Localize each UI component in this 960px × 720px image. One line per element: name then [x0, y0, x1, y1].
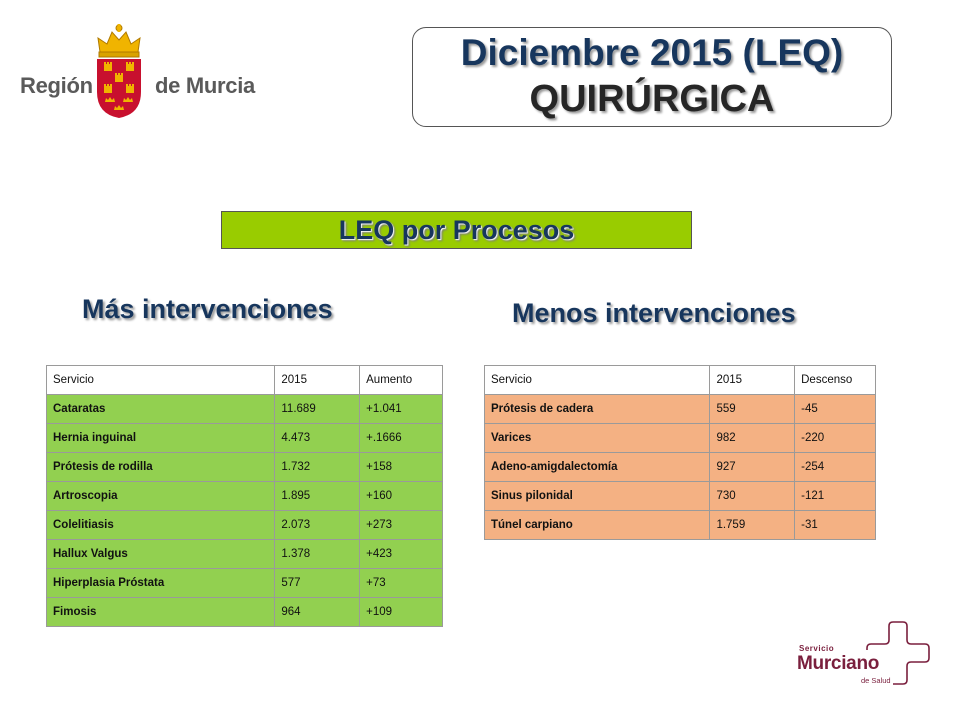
cell-service: Hallux Valgus [47, 540, 275, 569]
column-header: Descenso [795, 366, 876, 395]
table-row [47, 598, 443, 627]
cell-service: Fimosis [47, 598, 275, 627]
cell-change: +158 [360, 453, 443, 482]
cell-service: Hiperplasia Próstata [47, 569, 275, 598]
cell-change: -45 [795, 395, 876, 424]
more-interventions-heading: Más intervenciones [82, 294, 333, 324]
cell-service: Cataratas [47, 395, 275, 424]
cell-service: Prótesis de cadera [485, 395, 710, 424]
servicio-murciano-de-salud-logo [795, 620, 935, 700]
section-banner-label: LEQ por Procesos [338, 215, 575, 245]
cell-year-value: 982 [710, 424, 795, 453]
page-title: Diciembre 2015 (LEQ) [460, 32, 844, 73]
cell-year-value: 927 [710, 453, 795, 482]
cell-change: -254 [795, 453, 876, 482]
cell-service: Adeno-amigdalectomía [485, 453, 710, 482]
cell-service: Varices [485, 424, 710, 453]
cell-change: -121 [795, 482, 876, 511]
table-row [47, 569, 443, 598]
region-de-murcia-logo [20, 22, 260, 122]
less-interventions-table [484, 365, 876, 540]
cell-year-value: 730 [710, 482, 795, 511]
sms-logo-line2: Murciano [797, 653, 880, 674]
cell-change: +160 [360, 482, 443, 511]
logo-word-region: Región [20, 73, 93, 98]
table-row [485, 453, 876, 482]
table-row [47, 511, 443, 540]
column-header: Aumento [360, 366, 443, 395]
section-banner [221, 211, 692, 249]
cell-year-value: 4.473 [275, 424, 360, 453]
table-header-row [47, 366, 443, 395]
table-row [485, 511, 876, 540]
column-header: 2015 [275, 366, 360, 395]
table-row [485, 424, 876, 453]
cell-change: -31 [795, 511, 876, 540]
cell-year-value: 964 [275, 598, 360, 627]
cell-change: +273 [360, 511, 443, 540]
cell-service: Hernia inguinal [47, 424, 275, 453]
table-row [47, 453, 443, 482]
cell-year-value: 1.759 [710, 511, 795, 540]
table-row [485, 395, 876, 424]
cell-service: Sinus pilonidal [485, 482, 710, 511]
title-box [412, 27, 892, 127]
less-interventions-heading: Menos intervenciones [512, 298, 796, 328]
cell-change: +1.041 [360, 395, 443, 424]
more-interventions-table [46, 365, 443, 627]
cell-year-value: 577 [275, 569, 360, 598]
sms-logo-line1: Servicio [799, 644, 835, 653]
cell-change: +109 [360, 598, 443, 627]
table-row [47, 395, 443, 424]
cell-service: Prótesis de rodilla [47, 453, 275, 482]
cell-service: Túnel carpiano [485, 511, 710, 540]
cell-service: Artroscopia [47, 482, 275, 511]
cell-year-value: 11.689 [275, 395, 360, 424]
table-row [47, 424, 443, 453]
table-row [47, 540, 443, 569]
column-header: Servicio [47, 366, 275, 395]
cell-year-value: 2.073 [275, 511, 360, 540]
column-header: 2015 [710, 366, 795, 395]
table-row [47, 482, 443, 511]
cell-service: Colelitiasis [47, 511, 275, 540]
page-subtitle: QUIRÚRGICA [529, 78, 775, 120]
table-header-row [485, 366, 876, 395]
cell-year-value: 1.732 [275, 453, 360, 482]
cell-year-value: 559 [710, 395, 795, 424]
cell-change: +73 [360, 569, 443, 598]
cell-change: +423 [360, 540, 443, 569]
cell-change: +.1666 [360, 424, 443, 453]
cell-year-value: 1.895 [275, 482, 360, 511]
cell-year-value: 1.378 [275, 540, 360, 569]
sms-logo-line3: de Salud [861, 676, 891, 685]
table-row [485, 482, 876, 511]
cell-change: -220 [795, 424, 876, 453]
logo-word-de-murcia: de Murcia [155, 73, 255, 98]
coat-of-arms-icon [92, 22, 146, 120]
column-header: Servicio [485, 366, 710, 395]
